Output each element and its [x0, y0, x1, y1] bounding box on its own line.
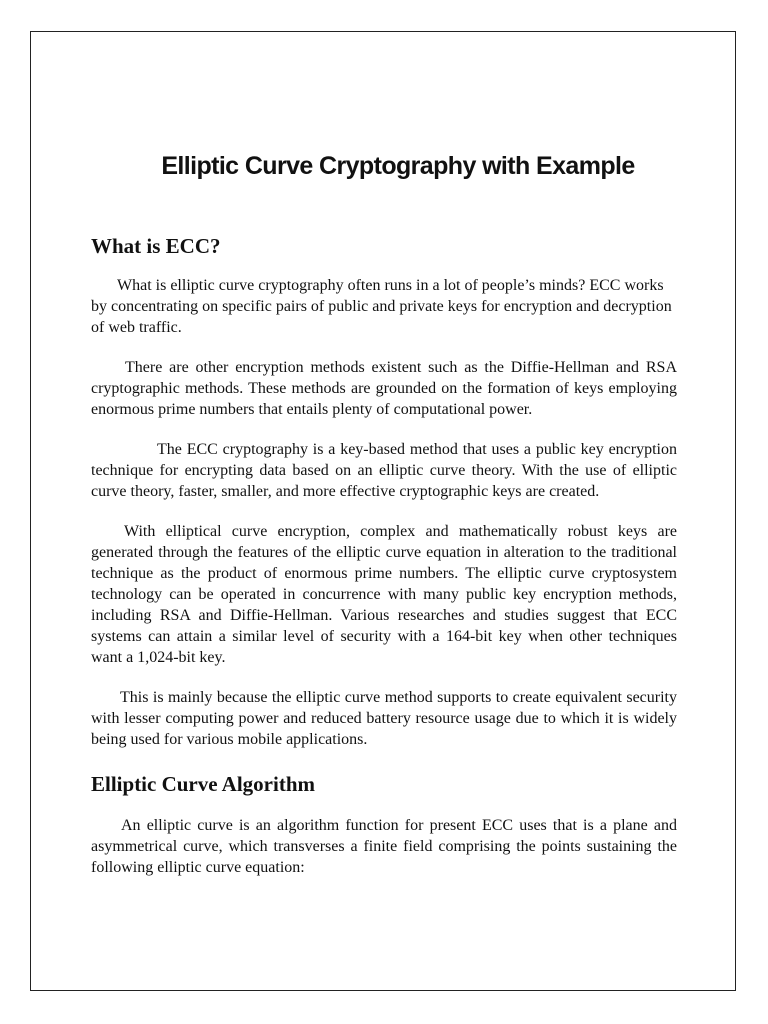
paragraph: There are other encryption methods existent such as the Diffie-Hellman and RSA cryptographic methods. These methods are grounded on the formation of keys employing enormous prime numbers that entails plenty of computational power. [91, 359, 677, 418]
section-heading-what-is-ecc: What is ECC? [91, 234, 221, 258]
document-body [91, 232, 677, 878]
section-heading-elliptic-curve-algorithm: Elliptic Curve Algorithm [91, 772, 315, 796]
paragraph: This is mainly because the elliptic curve method supports to create equivalent security with lesser computing power and reduced battery resource usage due to which it is widely being used for various mobile applications. [91, 689, 677, 748]
paragraph: The ECC cryptography is a key-based method that uses a public key encryption technique for encrypting data based on an elliptic curve theory. With the use of elliptic curve theory, faster, smaller, and more effective cryptographic keys are created. [91, 441, 677, 500]
paragraph: An elliptic curve is an algorithm function for present ECC uses that is a plane and asymmetrical curve, which transverses a finite field comprising the points sustaining the following elliptic curve equation: [91, 817, 677, 876]
document-page [30, 31, 736, 991]
paragraph: With elliptical curve encryption, complex and mathematically robust keys are generated through the features of the elliptic curve equation in alteration to the traditional technique as the product of enormous prime numbers. The elliptic curve cryptosystem technology can be operated in concurrence with many public key encryption methods, including RSA and Diffie-Hellman. Various researches and studies suggest that ECC systems can attain a similar level of security with a 164-bit key when other techniques want a 1,024-bit key. [91, 523, 677, 666]
document-title: Elliptic Curve Cryptography with Example [161, 152, 635, 180]
paragraph: What is elliptic curve cryptography often runs in a lot of people’s minds? ECC works by concentrating on specific pairs of public and private keys for encryption and decryption of web traffic. [91, 277, 672, 336]
